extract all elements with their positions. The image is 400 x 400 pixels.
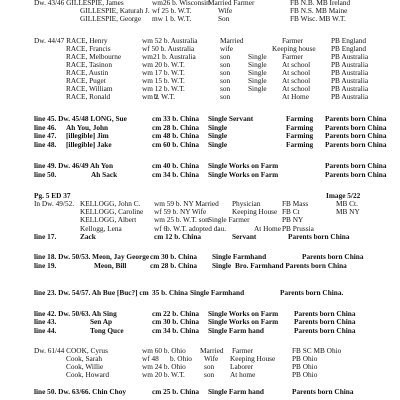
- record-field: Cook, Willie: [66, 362, 104, 371]
- record-field: cm 34 b. China: [152, 326, 200, 335]
- record-field: b. W.T.: [154, 92, 175, 101]
- record-field: Single: [248, 52, 267, 61]
- record-field: Bro. Farmhand Parents born China: [235, 261, 347, 270]
- record-field: FB Ct: [282, 207, 300, 216]
- record-field: PB Prussia: [282, 224, 314, 233]
- record-field: RACE, William: [66, 84, 113, 93]
- record-field: In Dw. 49/52.: [34, 199, 75, 208]
- record-field: Parents born China: [302, 252, 364, 261]
- record-field: RACE, Francis: [66, 44, 111, 53]
- record-field: wf 59 b. NY Wife: [154, 207, 207, 216]
- record-field: wf 50 b. Australia: [142, 44, 195, 53]
- record-field: wm 17 b. W.T.: [142, 68, 185, 77]
- record-field: Parents born China: [292, 387, 354, 396]
- record-field: RACE, Melbourne: [66, 52, 122, 61]
- record-field: PB England: [331, 36, 367, 45]
- record-field: At Home: [282, 92, 309, 101]
- record-line: [0, 93, 400, 101]
- record-field: FB N.B. MB Ireland: [290, 0, 351, 7]
- record-field: Single Works on Farm: [208, 309, 279, 318]
- record-field: Keeping House: [232, 207, 278, 216]
- record-field: FB SC MB Ohio: [292, 346, 342, 355]
- record-field: Sen Ap: [90, 317, 113, 326]
- record-field: cm 12 b. China: [154, 232, 202, 241]
- record-field: son: [220, 52, 231, 61]
- record-field: PB Ohio: [292, 370, 318, 379]
- record-field: son: [220, 60, 231, 69]
- record-field: cm 28 b. China: [152, 123, 200, 132]
- record-field: line 47.: [34, 131, 57, 140]
- record-field: Single: [212, 261, 232, 270]
- record-field: Zack: [80, 232, 96, 241]
- record-line: [0, 162, 400, 170]
- record-field: son: [220, 84, 231, 93]
- record-field: line 50. Dw. 63/66. Chin Choy: [34, 387, 127, 396]
- record-field: Single: [248, 76, 267, 85]
- record-field: Single: [248, 60, 267, 69]
- record-line: [0, 327, 400, 335]
- record-field: b. Ohio: [170, 354, 192, 363]
- record-field: line 49. Dw. 46/49 Ah Yon: [34, 161, 113, 170]
- record-field: cm 48 b. China: [152, 131, 200, 140]
- record-field: At Home: [254, 224, 281, 233]
- record-field: Parents born China: [325, 140, 387, 149]
- record-field: wm 15 b. W.T.: [142, 76, 185, 85]
- record-line: [0, 132, 400, 140]
- record-field: line 44.: [34, 326, 57, 335]
- record-field: FB N.S. MB Maine: [290, 6, 348, 15]
- record-field: Single: [208, 140, 228, 149]
- record-field: Parents born China.: [280, 288, 344, 297]
- record-field: Keeping House: [230, 354, 276, 363]
- record-field: Parents born China: [288, 232, 350, 241]
- record-field: Parents born China: [294, 317, 356, 326]
- record-field: cm 30 b. China: [152, 317, 200, 326]
- record-field: wm 20 b. W.T.: [142, 60, 185, 69]
- record-field: Parents born China: [325, 170, 387, 179]
- record-field: Dw. 61/44 COOK, Cyrus: [34, 346, 108, 355]
- record-field: PB England: [331, 44, 367, 53]
- record-field: wf 48: [142, 354, 159, 363]
- record-line: [0, 289, 400, 297]
- record-field: wife: [220, 44, 233, 53]
- record-field: Kellogg, Lena: [80, 224, 122, 233]
- record-field: line 45. Dw. 45/48 LONG, Sue: [34, 114, 127, 123]
- record-field: Farmer: [282, 36, 304, 45]
- record-field: cm 60 b. China: [152, 140, 200, 149]
- record-field: Parents born China: [325, 131, 387, 140]
- record-field: At school: [282, 60, 311, 69]
- record-field: Parents born China: [325, 161, 387, 170]
- record-field: RACE, Austin: [66, 68, 109, 77]
- record-field: PB Australia: [331, 60, 369, 69]
- record-field: line 50.: [34, 170, 57, 179]
- record-line: [0, 347, 400, 355]
- record-field: b. W.T. adopted dau.: [166, 224, 227, 233]
- record-field: Single Farmhand: [212, 252, 267, 261]
- record-field: wf 25 b. W.T.: [152, 6, 192, 15]
- record-field: Tong Quce: [90, 326, 124, 335]
- record-line: [0, 15, 400, 23]
- record-field: Pg. 5 ED 37: [34, 191, 71, 200]
- record-field: Married: [200, 346, 224, 355]
- record-field: Farmer: [282, 52, 304, 61]
- record-line: [0, 318, 400, 326]
- record-field: line 19.: [34, 261, 57, 270]
- record-field: At school: [282, 68, 311, 77]
- record-field: Married Farmer: [208, 0, 255, 7]
- record-field: wm 52 b. Australia: [142, 36, 198, 45]
- record-field: KELLOGG, Caroline: [80, 207, 144, 216]
- record-field: cm 33 b. China: [152, 114, 200, 123]
- record-field: Dw. 44/47 RACE, Henry: [34, 36, 108, 45]
- record-field: wm 59 b. NY Married: [154, 199, 219, 208]
- record-field: son: [220, 76, 231, 85]
- record-field: cm 22 b. China: [152, 309, 200, 318]
- record-field: wf 6: [154, 224, 168, 233]
- record-field: PB NY: [282, 215, 304, 224]
- record-field: wm 2: [142, 92, 159, 101]
- record-field: PB Ohio: [292, 362, 318, 371]
- record-field: GILLESPIE, Katurah J.: [80, 6, 150, 15]
- record-line: [0, 253, 400, 261]
- record-field: Married: [220, 36, 244, 45]
- record-field: Farmer: [232, 346, 254, 355]
- record-field: Single Farm hand: [208, 326, 264, 335]
- record-field: line 48.: [34, 140, 57, 149]
- record-field: cm 25 b. China: [152, 387, 200, 396]
- record-field: KELLOGG, Albert: [80, 215, 137, 224]
- record-field: Physician: [232, 199, 261, 208]
- record-field: line 42. Dw. 50/63. Ah Sing: [34, 309, 117, 318]
- record-field: son: [220, 68, 231, 77]
- record-field: line 46.: [34, 123, 57, 132]
- record-field: son: [204, 362, 215, 371]
- record-field: Servant: [232, 232, 257, 241]
- record-field: Farming: [286, 123, 314, 132]
- record-line: [0, 115, 400, 123]
- record-field: Parents born China: [325, 123, 387, 132]
- record-field: Dw. 43/46 GILLESPIE, James: [34, 0, 124, 7]
- record-line: [0, 371, 400, 379]
- record-field: Son: [218, 14, 230, 23]
- record-field: FB Wisc. MB W.T.: [290, 14, 346, 23]
- record-field: 35 b. China: [152, 288, 188, 297]
- record-field: PB Australia: [331, 76, 369, 85]
- record-field: Wife: [204, 354, 219, 363]
- record-field: Parents born China: [325, 114, 387, 123]
- record-field: Single Works on Farm: [208, 170, 279, 179]
- record-field: Single: [248, 84, 267, 93]
- record-field: At home: [230, 370, 256, 379]
- record-field: Single Farmer: [208, 215, 250, 224]
- record-line: [0, 171, 400, 179]
- record-field: MB Ct.: [336, 199, 358, 208]
- record-field: Meon, Bill: [94, 261, 127, 270]
- record-field: FB Mass: [282, 199, 309, 208]
- record-field: line 17.: [34, 232, 57, 241]
- record-field: Cook, Howard: [66, 370, 109, 379]
- record-field: cm 28 b. China: [150, 261, 198, 270]
- record-field: Parents born China: [294, 309, 356, 318]
- record-field: Ah You, John: [66, 123, 109, 132]
- record-field: GILLESPIE, George: [80, 14, 142, 23]
- record-line: [0, 355, 400, 363]
- record-field: [illegible] Jim: [66, 131, 109, 140]
- record-field: wm 20 b. W.T.: [142, 370, 185, 379]
- record-field: wm21 b. Australia: [142, 52, 196, 61]
- record-field: RACE, Puget: [66, 76, 106, 85]
- record-field: mw 1 b. W.T.: [152, 14, 192, 23]
- record-field: Laborer: [230, 362, 254, 371]
- record-field: Wife: [218, 6, 233, 15]
- record-field: cm 40 b. China: [152, 161, 200, 170]
- record-line: [0, 363, 400, 371]
- record-field: RACE, Ronald: [66, 92, 111, 101]
- record-field: line 43.: [34, 317, 57, 326]
- record-field: Single Servant: [208, 114, 254, 123]
- record-field: Image 5/22: [326, 191, 361, 200]
- record-field: wm 25 b. W.T. son: [154, 215, 209, 224]
- record-field: line 18. Dw. 50/53. Meon, Jay George: [34, 252, 150, 261]
- record-field: cm 30 b. China: [150, 252, 198, 261]
- record-field: Single: [248, 68, 267, 77]
- record-field: PB Australia: [331, 84, 369, 93]
- record-field: PB Australia: [331, 92, 369, 101]
- record-field: RACE, Tasinon: [66, 60, 112, 69]
- record-field: son: [220, 92, 231, 101]
- record-field: KELLOGG, John C.: [80, 199, 141, 208]
- record-field: MB NY: [336, 207, 360, 216]
- record-field: PB Australia: [331, 68, 369, 77]
- record-field: wm26 b. Wisconsin: [152, 0, 210, 7]
- record-field: wm 60 b. Ohio: [142, 346, 186, 355]
- record-field: wm 12 b. W.T.: [142, 84, 185, 93]
- record-field: Single Works on Farm: [208, 317, 279, 326]
- record-field: At school: [282, 76, 311, 85]
- record-field: Ah Sack: [91, 170, 118, 179]
- record-field: Single Farm hand: [208, 387, 264, 396]
- record-field: son: [204, 370, 215, 379]
- record-field: Keeping house: [272, 44, 316, 53]
- record-field: Farming: [286, 131, 314, 140]
- record-field: Farming: [286, 140, 314, 149]
- record-line: [0, 233, 400, 241]
- record-field: Single Farmhand: [190, 288, 245, 297]
- record-field: Single: [208, 123, 228, 132]
- record-line: [0, 262, 400, 270]
- record-field: PB Ohio: [292, 354, 318, 363]
- record-field: cm 34 b. China: [152, 170, 200, 179]
- record-line: [0, 388, 400, 396]
- record-field: Parents born China: [294, 326, 356, 335]
- record-field: line 23. Dw. 54/57. Ah Bue [Buc?] cm: [34, 288, 149, 297]
- record-field: wm 24 b. Ohio: [142, 362, 186, 371]
- record-field: At school: [282, 84, 311, 93]
- record-line: [0, 141, 400, 149]
- record-field: Single Works on Farm: [208, 161, 279, 170]
- record-field: Farming: [286, 114, 314, 123]
- record-line: [0, 216, 400, 224]
- record-field: Single: [208, 131, 228, 140]
- record-field: [illegible] Jake: [66, 140, 112, 149]
- record-field: PB Australia: [331, 52, 369, 61]
- record-field: Cook, Sarah: [66, 354, 103, 363]
